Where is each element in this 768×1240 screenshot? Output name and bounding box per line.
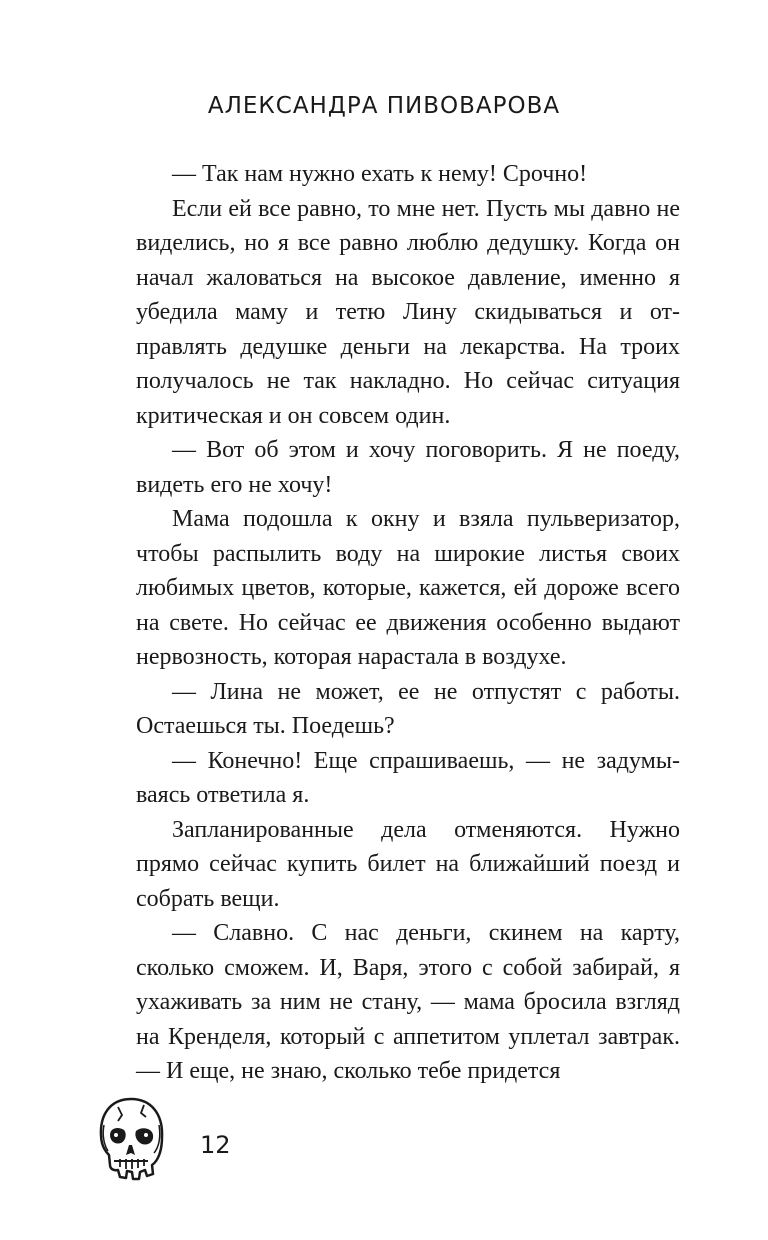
paragraph: Мама подошла к окну и взяла пульверизатор, чтобы распылить воду на широкие листья своих любимых цветов, которые, кажется, ей дороже всего на свете. Но сейчас ее движения особенно выдают нервозность, которая нарастала в воздухе.: [136, 506, 680, 670]
paragraph: Запланированные дела отменяются. Нужно прямо сейчас купить билет на ближайший поезд и собрать вещи.: [136, 816, 680, 912]
skull-icon: [96, 1095, 166, 1187]
page-footer: [96, 1095, 296, 1195]
body-text: [136, 157, 680, 1089]
paragraph: — Славно. С нас деньги, скинем на карту, сколько сможем. И, Варя, этого с собой забирай, я ухаживать за ним не стану, — мама бросила взгляд на Кренделя, который с аппетитом уплетал завтрак. — И еще, не знаю, сколько тебе придется: [136, 920, 680, 1084]
paragraph: — Лина не может, ее не отпустят с работы. Остаешься ты. Поедешь?: [136, 678, 680, 739]
page-number: 12: [200, 1131, 231, 1159]
paragraph: — Конечно! Еще спрашиваешь, — не задумываясь ответила я.: [136, 747, 680, 808]
running-head: АЛЕКСАНДРА ПИВОВАРОВА: [207, 93, 561, 119]
paragraph: — Так нам нужно ехать к нему! Срочно!: [172, 161, 588, 187]
paragraph: — Вот об этом и хочу поговорить. Я не поеду, видеть его не хочу!: [136, 437, 680, 498]
paragraph: Если ей все равно, то мне нет. Пусть мы давно не виделись, но я все равно люблю дедушку. Когда он начал жаловаться на высокое давление, именно я убедила маму и тетю Лину скидываться и отправлять дедушке деньги на лекарства. На троих получалось не так накладно. Но сейчас ситуация критическая и он совсем один.: [136, 195, 680, 429]
